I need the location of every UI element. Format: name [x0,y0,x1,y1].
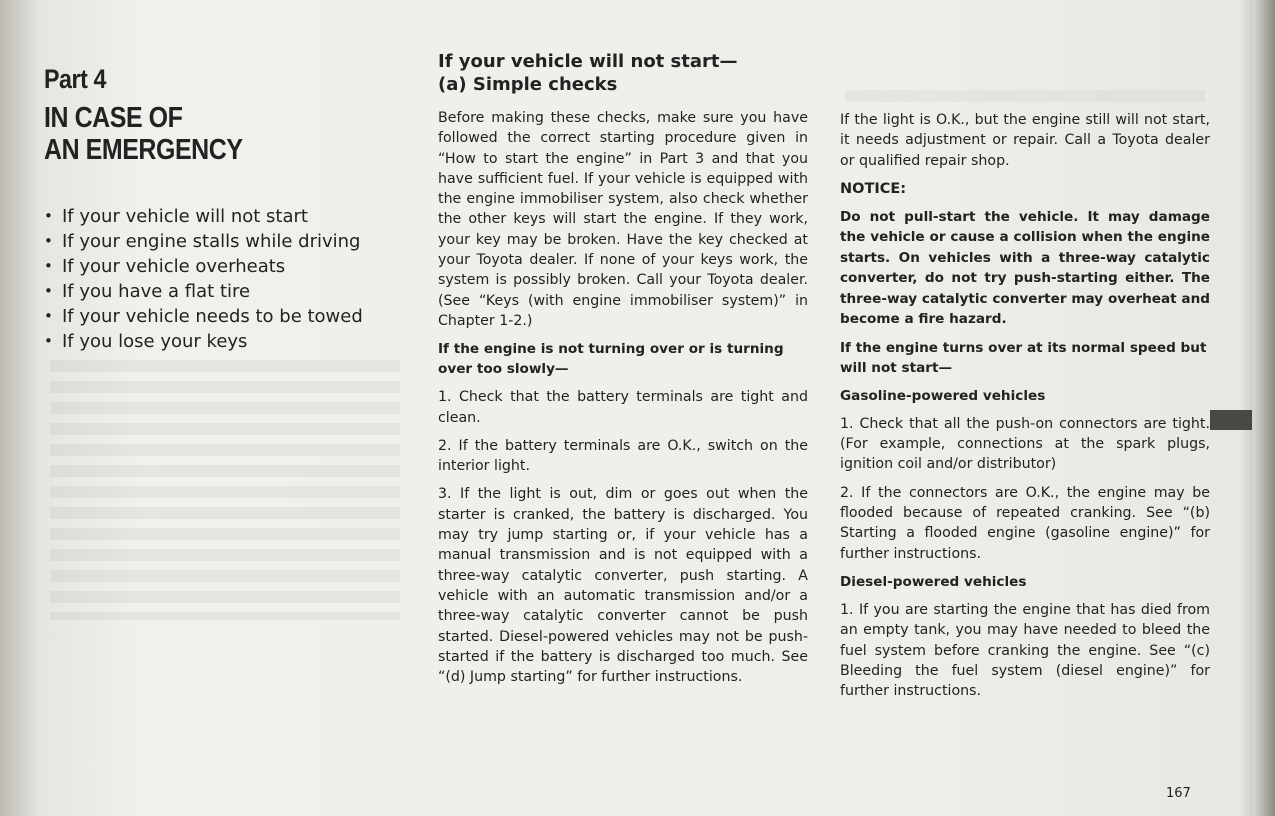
part-label: Part 4 [44,64,106,94]
show-through-texture-right [845,90,1205,110]
gasoline-label: Gasoline-powered vehicles [840,387,1046,404]
notice-label: NOTICE: [840,180,907,197]
contents-item: • If your vehicle overheats [44,254,394,279]
chapter-title-line-1: IN CASE OF [44,102,183,134]
contents-item: • If you lose your keys [44,329,394,354]
subsection-heading: (a) Simple checks [438,74,618,95]
normal-speed-heading: If the engine turns over at its normal speed but will not start— [840,339,1207,376]
section-heading: If your vehicle will not start— [438,51,738,72]
book-binding [0,0,38,816]
gasoline-step-2: 2. If the connectors are O.K., the engine may be flooded because of repeated cranking. See “(b) Starting a flooded engine (gasoline engine)” for further instructions. [840,484,1210,562]
check-step-2: 2. If the battery terminals are O.K., switch on the interior light. [438,437,808,475]
gasoline-step-1: 1. Check that all the push-on connectors are tight. (For example, connections at the spark plugs, ignition coil and/or distributor) [840,415,1210,473]
contents-item: • If you have a flat tire [44,279,394,304]
page-number: 167 [1166,786,1191,801]
section-tab-marker [1210,410,1252,430]
diesel-step-1: 1. If you are starting the engine that has died from an empty tank, you may have needed to bleed the fuel system before cranking the engine. See “(c) Bleeding the fuel system (diesel engine)” for further instructions. [840,601,1210,700]
chapter-title-line-2: AN EMERGENCY [44,134,243,166]
notice-text: Do not pull-start the vehicle. It may damage the vehicle or cause a collision when the engine starts. On vehicles with a three-way catalytic converter, do not try push-starting either. The three-way catalytic converter may overheat and become a fire hazard. [840,208,1210,328]
check-step-3: 3. If the light is out, dim or goes out when the starter is cranked, the battery is discharged. You may try jump starting or, if your vehicle has a manual transmission and is not equipped with a three-way catalytic converter, push starting. A vehicle with an automatic transmission and/or a three-way catalytic converter cannot be push started. Diesel-powered vehicles may not be push-started if the battery is discharged too much. See “(d) Jump starting” for further instructions. [438,486,808,686]
contents-item: • If your engine stalls while driving [44,229,394,254]
continued-checks-column [840,110,1210,701]
show-through-texture [50,360,400,620]
chapter-intro-column [44,62,394,354]
not-turning-over-heading: If the engine is not turning over or is turning over too slowly— [438,341,784,378]
page-edge [1253,0,1275,816]
contents-item: • If your vehicle needs to be towed [44,304,394,329]
chapter-contents-list [44,204,394,354]
light-ok-paragraph: If the light is O.K., but the engine still will not start, it needs adjustment or repair. Call a Toyota dealer or qualified repair shop. [840,112,1210,169]
contents-item: • If your vehicle will not start [44,204,394,229]
simple-checks-column [438,50,808,687]
intro-paragraph: Before making these checks, make sure you have followed the correct starting procedure given in “How to start the engine” in Part 3 and that you have sufficient fuel. If your vehicle is equipped with the engine immobiliser system, also check whether the other keys will start the engine. If they work, your key may be broken. Have the key checked at your Toyota dealer. If none of your keys work, the system is possibly broken. Call your Toyota dealer. (See “Keys (with engine immobiliser system)” in Chapter 1-2.) [438,110,808,329]
diesel-label: Diesel-powered vehicles [840,573,1027,590]
check-step-1: 1. Check that the battery terminals are tight and clean. [438,389,808,426]
